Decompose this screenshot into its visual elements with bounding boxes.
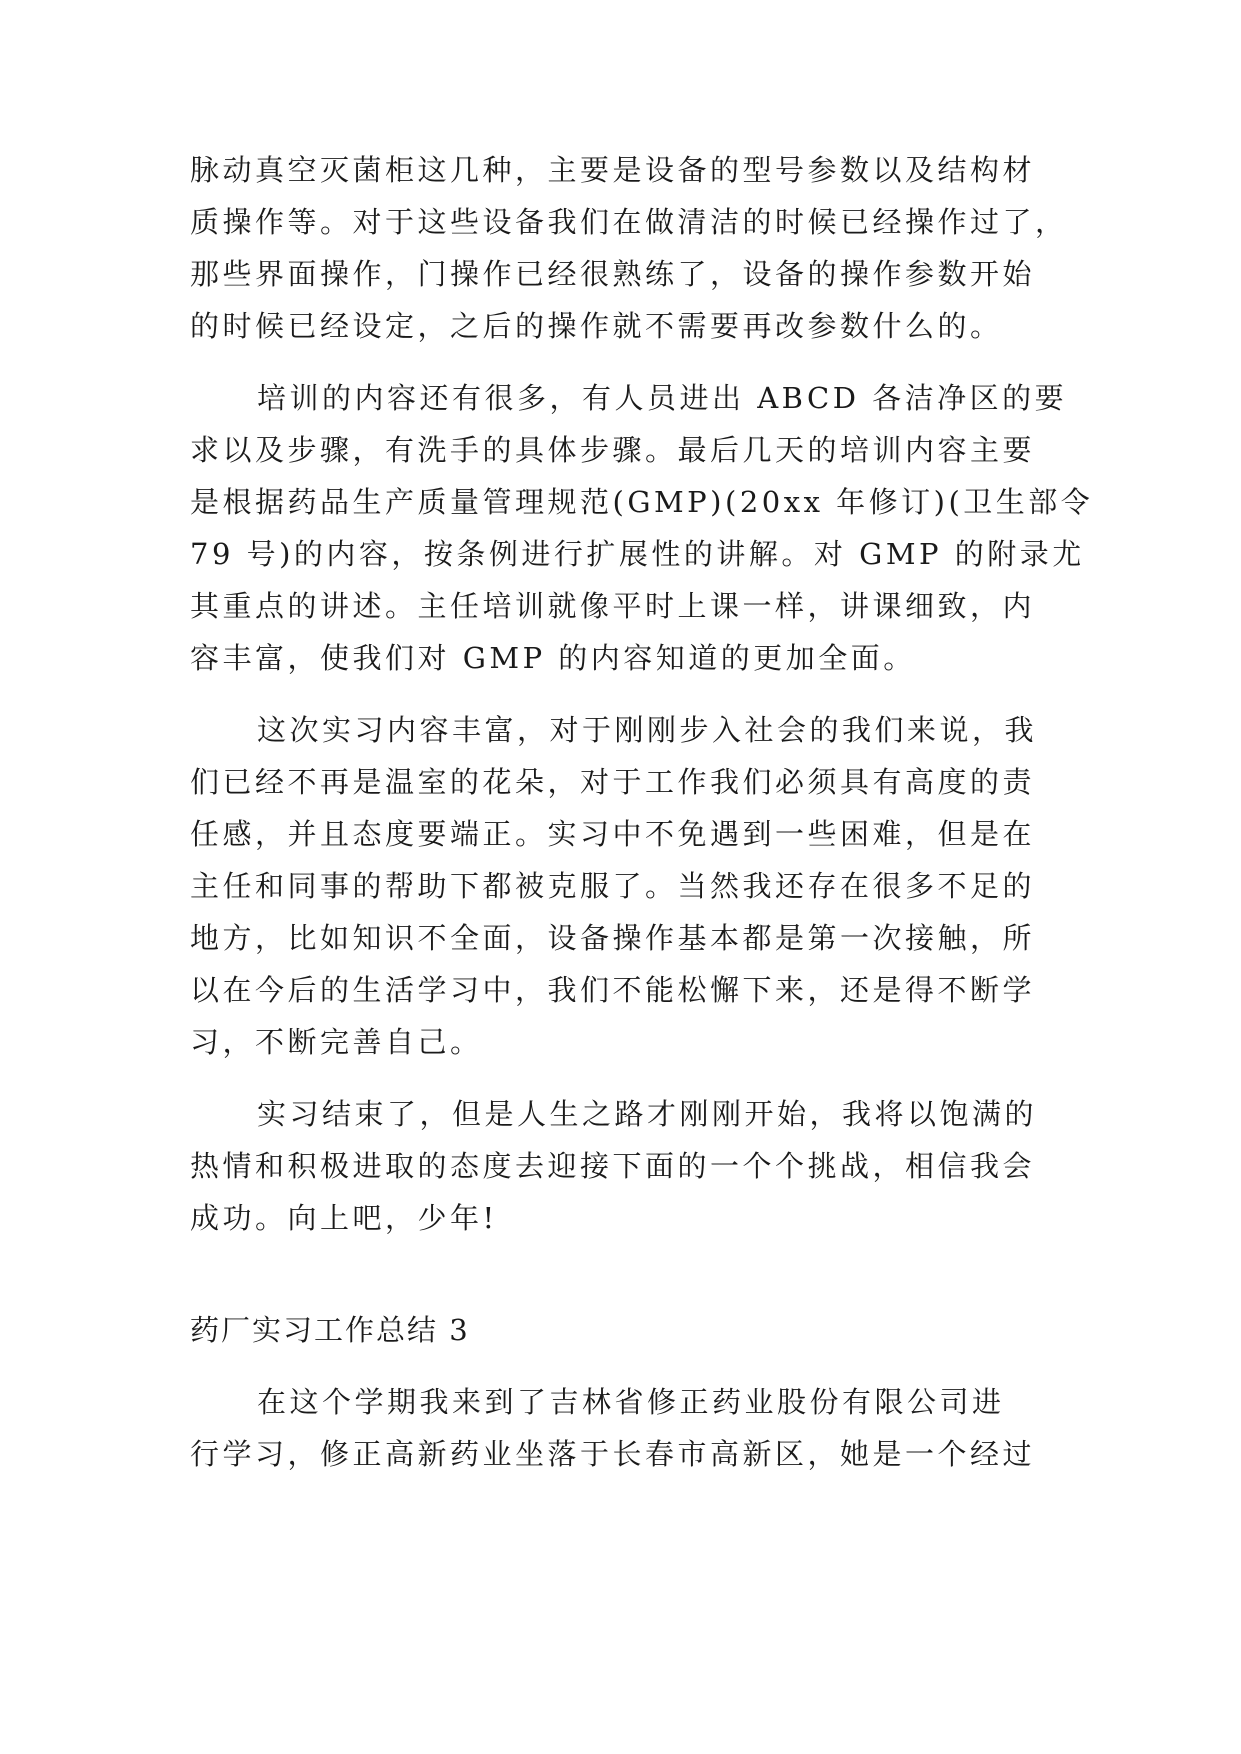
paragraph-line: 在这个学期我来到了吉林省修正药业股份有限公司进 [257,1385,1005,1419]
paragraph-line: 是根据药品生产质量管理规范(GMP)(20xx 年修订)(卫生部令 [190,485,1094,519]
paragraph-line: 以在今后的生活学习中，我们不能松懈下来，还是得不断学 [190,973,1036,1007]
paragraph-line: 求以及步骤，有洗手的具体步骤。最后几天的培训内容主要 [190,433,1036,467]
paragraph-line: 那些界面操作，门操作已经很熟练了，设备的操作参数开始 [190,257,1036,291]
paragraph-line: 培训的内容还有很多，有人员进出 ABCD 各洁净区的要 [257,381,1068,415]
paragraph-line: 容丰富，使我们对 GMP 的内容知道的更加全面。 [190,641,916,675]
section-heading: 药厂实习工作总结 3 [190,1313,470,1347]
paragraph-line: 任感，并且态度要端正。实习中不免遇到一些困难，但是在 [190,817,1036,851]
paragraph-line: 地方，比如知识不全面，设备操作基本都是第一次接触，所 [190,921,1036,955]
paragraph-line: 其重点的讲述。主任培训就像平时上课一样，讲课细致，内 [190,589,1036,623]
paragraph-line: 习，不断完善自己。 [190,1025,483,1059]
paragraph-line: 的时候已经设定，之后的操作就不需要再改参数什么的。 [190,309,1003,343]
paragraph-line: 脉动真空灭菌柜这几种，主要是设备的型号参数以及结构材 [190,153,1036,187]
paragraph-line: 这次实习内容丰富，对于刚刚步入社会的我们来说，我 [257,713,1038,747]
paragraph-line: 79 号)的内容，按条例进行扩展性的讲解。对 GMP 的附录尤 [190,537,1085,571]
paragraph-line: 实习结束了，但是人生之路才刚刚开始，我将以饱满的 [257,1097,1038,1131]
paragraph-line: 质操作等。对于这些设备我们在做清洁的时候已经操作过了， [190,205,1068,239]
paragraph-line: 热情和积极进取的态度去迎接下面的一个个挑战，相信我会 [190,1149,1036,1183]
paragraph-line: 行学习，修正高新药业坐落于长春市高新区，她是一个经过 [190,1437,1036,1471]
paragraph-line: 成功。向上吧，少年! [190,1201,498,1235]
paragraph-line: 主任和同事的帮助下都被克服了。当然我还存在很多不足的 [190,869,1036,903]
paragraph-line: 们已经不再是温室的花朵，对于工作我们必须具有高度的责 [190,765,1036,799]
